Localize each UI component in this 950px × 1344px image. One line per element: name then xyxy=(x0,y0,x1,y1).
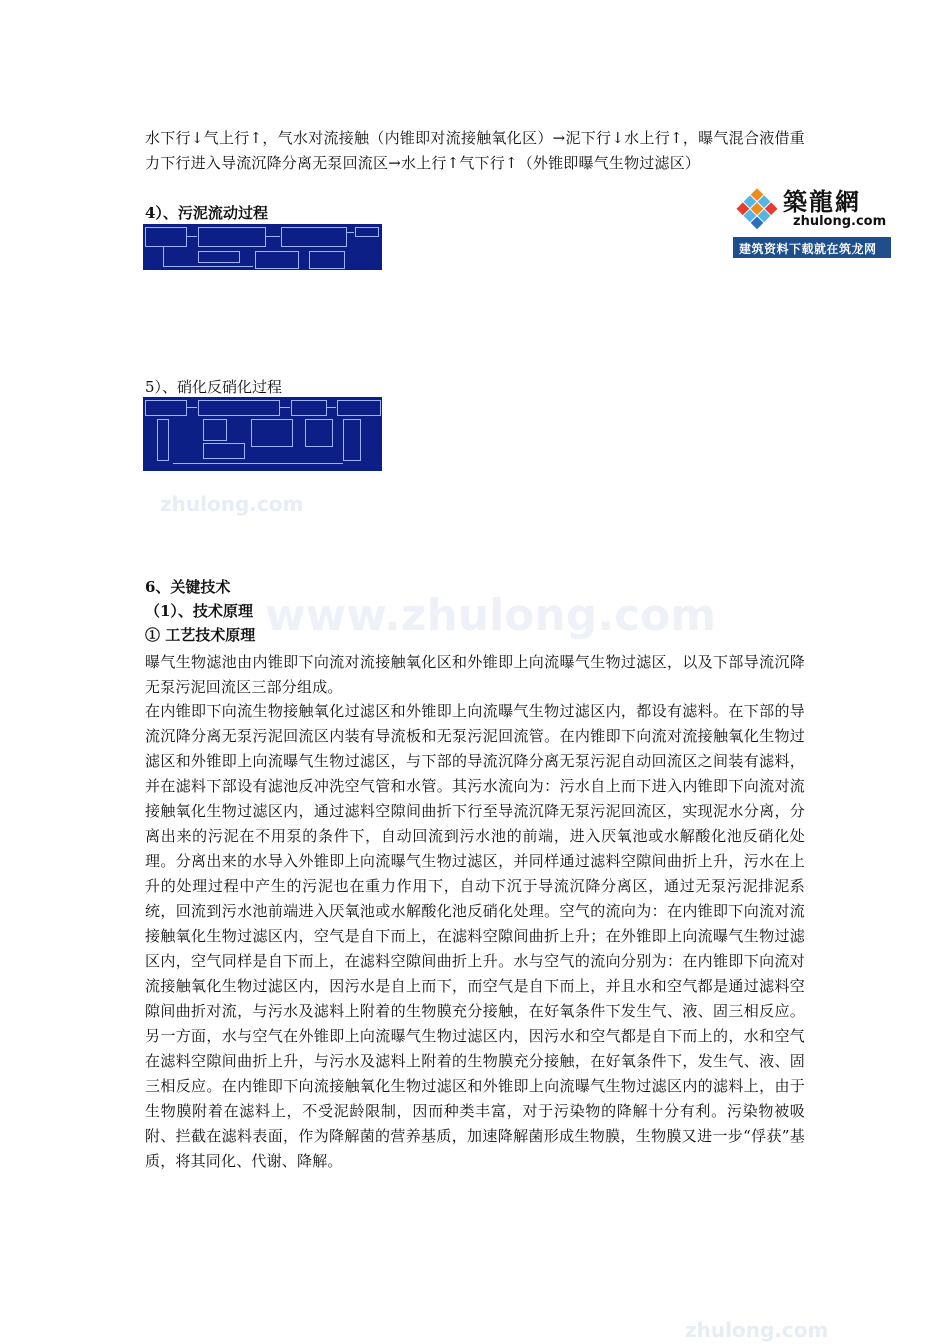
logo-slogan: 建筑资料下载就在筑龙网 xyxy=(739,242,877,256)
section6-sub2: ① 工艺技术原理 xyxy=(145,626,256,644)
logo-domain: zhulong.com xyxy=(793,214,887,229)
intro-paragraph: 水下行↓气上行↑，气水对流接触（内锥即对流接触氧化区）→泥下行↓水上行↑，曝气混合液借重力下行进入导流沉降分离无泵回流区→水上行↑气下行↑（外锥即曝气生物过滤区） xyxy=(145,129,805,172)
watermark-center: www.zhulong.com xyxy=(265,590,717,641)
section4-title: 4）、污泥流动过程 xyxy=(145,204,268,222)
sludge-flow-diagram xyxy=(143,224,382,270)
logo-cn-name: 築龍網 xyxy=(783,187,861,216)
zhulong-logo xyxy=(733,178,891,258)
watermark-footer: zhulong.com xyxy=(685,1318,829,1342)
paragraph-2: 在内锥即下向流生物接触氧化过滤区和外锥即上向流曝气生物过滤区内，都设有滤料。在下部的导流沉降分离无泵污泥回流区内装有导流板和无泵污泥回流管。在内锥即下向流对流接触氧化生物过滤区和外锥即上向流曝气生物过滤区，与下部的导流沉降分离无泵污泥自动回流区之间装有滤料，并在滤料下部设有滤池反冲洗空气管和水管。其污水流向为：污水自上而下进入内锥即下向流对流接触氧化生物过滤区内，通过滤料空隙间曲折下行至导流沉降无泵污泥回流区，实现泥水分离，分离出来的污泥在不用泵的条件下，自动回流到污水池的前端，进入厌氧池或水解酸化池反硝化处理。分离出来的水导入外锥即上向流曝气生物过滤区，并同样通过滤料空隙间曲折上升，污水在上升的处理过程中产生的污泥也在重力作用下，自动下沉于导流沉降分离区，通过无泵污泥排泥系统，回流到污水池前端进入厌氧池或水解酸化池反硝化处理。空气的流向为：在内锥即下向流对流接触氧化生物过滤区内，空气是自下而上，在滤料空隙间曲折上升；在外锥即上向流曝气生物过滤区内，空气同样是自下而上，在滤料空隙间曲折上升。水与空气的流向分别为：在内锥即下向流对流接触氧化生物过滤区内，因污水是自上而下，而空气是自下而上，并且水和空气都是通过滤料空隙间曲折对流，与污水及滤料上附着的生物膜充分接触，在好氧条件下发生气、液、固三相反应。另一方面，水与空气在外锥即上向流曝气生物过滤区内，因污水和空气都是自下而上的，水和空气在滤料空隙间曲折上升，与污水及滤料上附着的生物膜充分接触，在好氧条件下，发生气、液、固三相反应。在内锥即下向流接触氧化生物过滤区和外锥即上向流曝气生物过滤区内的滤料上，由于生物膜附着在滤料上，不受泥龄限制，因而种类丰富，对于污染物的降解十分有利。污染物被吸附、拦截在滤料表面，作为降解菌的营养基质，加速降解菌形成生物膜，生物膜又进一步“俘获”基质，将其同化、代谢、降解。 xyxy=(145,702,805,1170)
section6-title: 6、关键技术 xyxy=(145,578,231,596)
watermark-small: zhulong.com xyxy=(160,492,304,516)
section6-sub1: （1）、技术原理 xyxy=(145,602,253,620)
paragraph-1: 曝气生物滤池由内锥即下向流对流接触氧化区和外锥即上向流曝气生物过滤区，以及下部导流沉降无泵污泥回流区三部分组成。 xyxy=(145,653,805,696)
nitrification-diagram xyxy=(143,397,382,471)
section5-title: 5）、硝化反硝化过程 xyxy=(145,378,283,396)
